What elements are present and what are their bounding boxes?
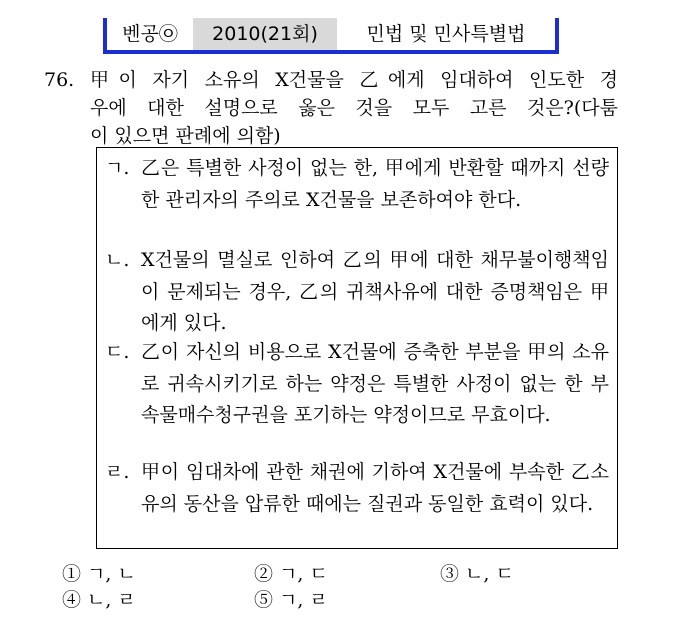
statement-item: [105, 457, 609, 520]
exam-header: [103, 18, 559, 54]
statement-mark: ㄴ.: [105, 249, 130, 271]
header-brand: 벤공㉧: [107, 18, 193, 50]
statement-text: 乙이 자신의 비용으로 X건물에 증축한 부분을 甲의 소유로 귀속시키기로 하는 약정은 특별한 사정이 없는 한 부속물매수청구권을 포기하는 약정이므로 무효이다.: [141, 341, 609, 426]
answer-option-3[interactable]: ③ ㄴ, ㄷ: [440, 563, 514, 585]
statement-box: [96, 147, 618, 549]
question-stem-line: 이 있으면 판례에 의함): [90, 125, 281, 147]
header-exam-session: 2010(21회): [193, 18, 337, 50]
question-stem: [90, 66, 618, 150]
statement-mark: ㄹ.: [105, 461, 130, 483]
statement-mark: ㄷ.: [105, 341, 130, 363]
question-stem-line: 우에 대한 설명으로 옳은 것을 모두 고른 것은?(다툼: [90, 97, 618, 119]
statement-text: 甲이 임대차에 관한 채권에 기하여 X건물에 부속한 乙소유의 동산을 압류한 때에는 질권과 동일한 효력이 있다.: [141, 461, 609, 515]
answer-option-2[interactable]: ② ㄱ, ㄷ: [254, 563, 328, 585]
question-stem-line: 甲이 자기 소유의 X건물을 乙에게 임대하여 인도한 경: [90, 69, 618, 91]
statement-item: [105, 245, 609, 340]
statement-item: [105, 337, 609, 432]
question-number: 76.: [44, 69, 75, 91]
statement-item: [105, 153, 609, 216]
statement-text: 乙은 특별한 사정이 없는 한, 甲에게 반환할 때까지 선량한 관리자의 주의로 X건물을 보존하여야 한다.: [141, 157, 609, 211]
statement-mark: ㄱ.: [105, 157, 130, 179]
statement-text: X건물의 멸실로 인하여 乙의 甲에 대한 채무불이행책임이 문제되는 경우, 乙의 귀책사유에 대한 증명책임은 甲에게 있다.: [141, 249, 609, 334]
header-subject: 민법 및 민사특별법: [337, 18, 555, 50]
answer-option-5[interactable]: ⑤ ㄱ, ㄹ: [254, 589, 328, 611]
answer-option-1[interactable]: ① ㄱ, ㄴ: [62, 563, 136, 585]
answer-option-4[interactable]: ④ ㄴ, ㄹ: [62, 589, 136, 611]
